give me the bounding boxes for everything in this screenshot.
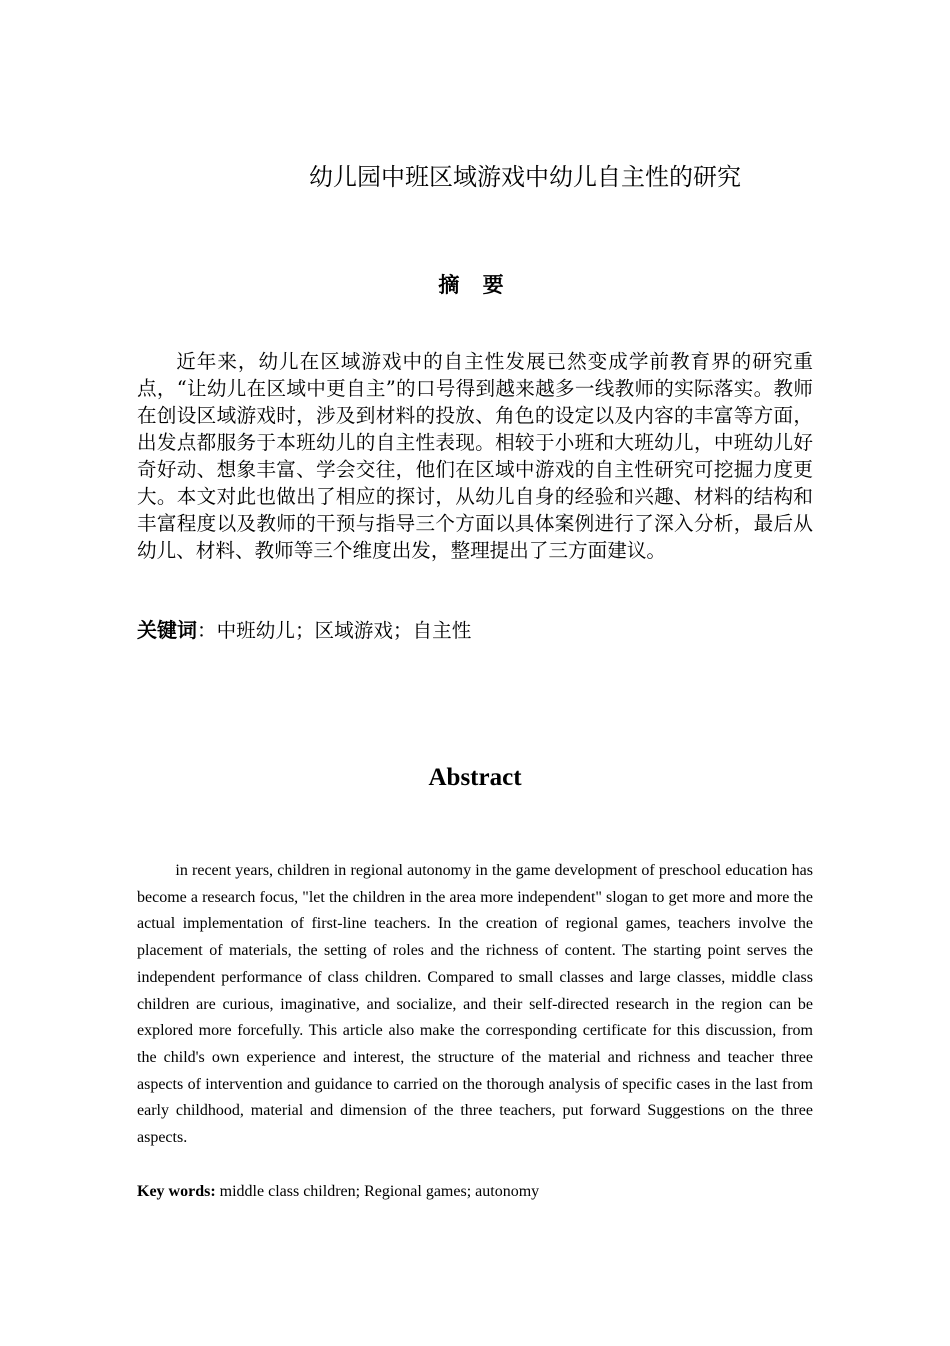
english-keywords-label: Key words: <box>137 1183 216 1200</box>
chinese-keywords-separator: ： <box>197 619 217 642</box>
english-abstract-heading: Abstract <box>428 764 522 791</box>
chinese-keywords-label: 关键词 <box>137 618 197 642</box>
chinese-keywords-values: 中班幼儿；区域游戏；自主性 <box>216 619 472 642</box>
english-abstract-body: in recent years, children in regional autonomy in the game development of preschool education has become a research focus, "let the children in the area more independent" slogan to get more and more the actual implementation of first-line teachers. In the creation of regional games, teachers involve the placement of materials, the setting of roles and the richness of content. The starting point serves the independent performance of class children. Compared to small classes and large classes, middle class children are curious, imaginative, and socialize, and their self-directed research in the region can be explored more forcefully. This article also make the corresponding certificate for this discussion, from the child's own experience and interest, the structure of the material and richness and teacher three aspects of intervention and guidance to carried on the thorough analysis of specific cases in the last from early childhood, material and dimension of the three teachers, put forward Suggestions on the three aspects. <box>137 862 813 1147</box>
chinese-title: 幼儿园中班区域游戏中幼儿自主性的研究 <box>309 163 741 191</box>
chinese-keywords <box>137 617 813 644</box>
chinese-abstract-body: 近年来，幼儿在区域游戏中的自主性发展已然变成学前教育界的研究重点，“让幼儿在区域中更自主”的口号得到越来越多一线教师的实际落实。教师在创设区域游戏时，涉及到材料的投放、角色的设定以及内容的丰富等方面，出发点都服务于本班幼儿的自主性表现。相较于小班和大班幼儿，中班幼儿好奇好动、想象丰富、学会交往，他们在区域中游戏的自主性研究可挖掘力度更大。本文对此也做出了相应的探讨，从幼儿自身的经验和兴趣、材料的结构和丰富程度以及教师的干预与指导三个方面以具体案例进行了深入分析，最后从幼儿、材料、教师等三个维度出发，整理提出了三方面建议。 <box>137 350 813 562</box>
chinese-abstract-heading: 摘 要 <box>438 273 512 297</box>
english-keywords-values: middle class children; Regional games; autonomy <box>219 1183 540 1200</box>
english-keywords <box>137 1180 813 1204</box>
